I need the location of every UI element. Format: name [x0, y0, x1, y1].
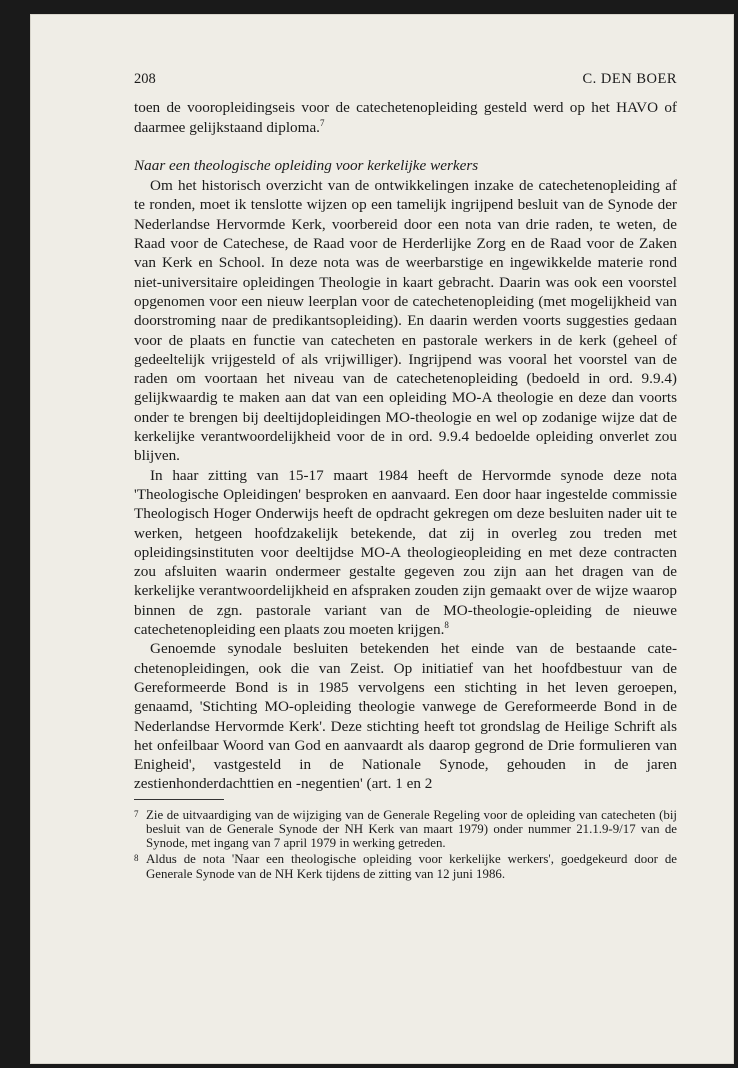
footnote-ref-7: 7	[319, 117, 325, 128]
paragraph-1	[134, 98, 677, 137]
paragraph-4: Genoemde synodale besluiten betekenden het einde van de bestaande catechetenopleidingen, ook die van Zeist. Op initiatief van het hoofdbestuur van de Gereformeerde Bond is in 1985 vervolgens een stichting in het leven geroepen, genaamd, 'Stichting MO-opleiding theologie vanwege de Gereformeerde Bond in de Nederlandse Hervormde Kerk'. Deze stichting heeft tot grondslag de Heilige Schrift als het onfeilbaar Woord van God en aanvaardt als daarop gegrond de Drie formulieren van Enigheid', vastgesteld in de Nationale Synode, gehouden in de jaren zestienhonderdachttien en -negentien' (art. 1 en 2	[134, 640, 677, 793]
running-header	[134, 70, 677, 89]
footnote-divider	[134, 799, 224, 800]
section-heading: Naar een theologische opleiding voor kerkelijke werkers	[134, 156, 479, 174]
footnote-text: Zie de uitvaardiging van de wijziging van de Generale Regeling voor de opleiding van catecheten (bij besluit van de Generale Synode der NH Kerk van maart 1979) onder nummer 21.1.9-9/17 van de Synode, met ingang van 7 april 1979 in werking getreden.	[146, 807, 677, 851]
footnote-ref-8: 8	[444, 620, 449, 631]
paragraph-1-text: toen de vooropleidingseis voor de catechetenopleiding gesteld werd op het HAVO of daarmee gelijkstaand diploma.	[134, 99, 677, 136]
running-head-author: C. DEN BOER	[582, 71, 677, 87]
footnote	[134, 852, 677, 880]
book-page	[30, 14, 734, 1064]
paragraph-2: Om het historisch overzicht van de ontwikkelingen inzake de catechetenopleiding af te ronden, moet ik tenslotte wijzen op een tamelijk ingrijpend besluit van de Synode der Nederlandse Hervormde Kerk, voorbereid door een nota van drie raden, te weten, de Raad voor de Catechese, de Raad voor de Herderlijke Zorg en de Raad voor de Zaken van Kerk en School. In deze nota was de weerbarstige en ingewikkelde materie rond niet-universitaire opleidingen Theologie in kaart gebracht. Daarin was ook een voorstel opgenomen voor een nieuw leerplan voor de catechetenopleiding (met mogelijkheid van doorstroming naar de predikantsopleiding). En daarin werden voorts suggesties gedaan voor de plaats en functie van catecheten en pastorale werkers in de kerk (geheel of gedeeltelijk vrijgesteld of als vrijwilliger). Ingrijpend was vooral het voorstel van de raden om voortaan het niveau van de catechetenopleiding (bedoeld in ord. 9.9.4) gelijkwaardig te maken aan dat van een opleiding MO-A theologie en deze dan voorts onder te brengen bij deeltijdopleidingen MO-theologie en wel op zodanige wijze dat de kerkelijke verantwoordelijkheid voor de in ord. 9.9.4 bedoelde opleiding onverlet zou blijven.	[134, 177, 677, 465]
footnote-number: 7	[134, 808, 139, 819]
footnotes	[134, 808, 677, 881]
paragraph-3	[134, 466, 677, 640]
footnote-text: Aldus de nota 'Naar een theologische opleiding voor kerkelijke werkers', goedgekeurd door de Generale Synode van de NH Kerk tijdens de zitting van 12 juni 1986.	[146, 852, 677, 881]
page-content	[134, 70, 677, 883]
footnote-number: 8	[134, 853, 139, 864]
footnote	[134, 808, 677, 851]
paragraph-3-text: In haar zitting van 15-17 maart 1984 heeft de Hervormde synode deze nota 'Theologische Opleidingen' besproken en aanvaard. Een door haar ingestelde commissie Theologisch Hoger Onderwijs heeft de opdracht gekregen om deze besluiten nader uit te werken, hetgeen hoofdzakelijk betekende, dat zij in overleg zou treden met opleidingsinstituten voor deeltijdse MO-A theologieopleiding en met deze contracten zou afsluiten waarin ondermeer gestalte gegeven zou zijn aan het dragen van de kerkelijke verantwoordelijkheid en afspraken zouden zijn gemaakt over de wijze waarop binnen de zgn. pastorale variant van de MO-theologie-opleiding de nieuwe catechetenopleiding een plaats zou moeten krijgen.	[134, 466, 677, 639]
page-number: 208	[134, 71, 156, 87]
